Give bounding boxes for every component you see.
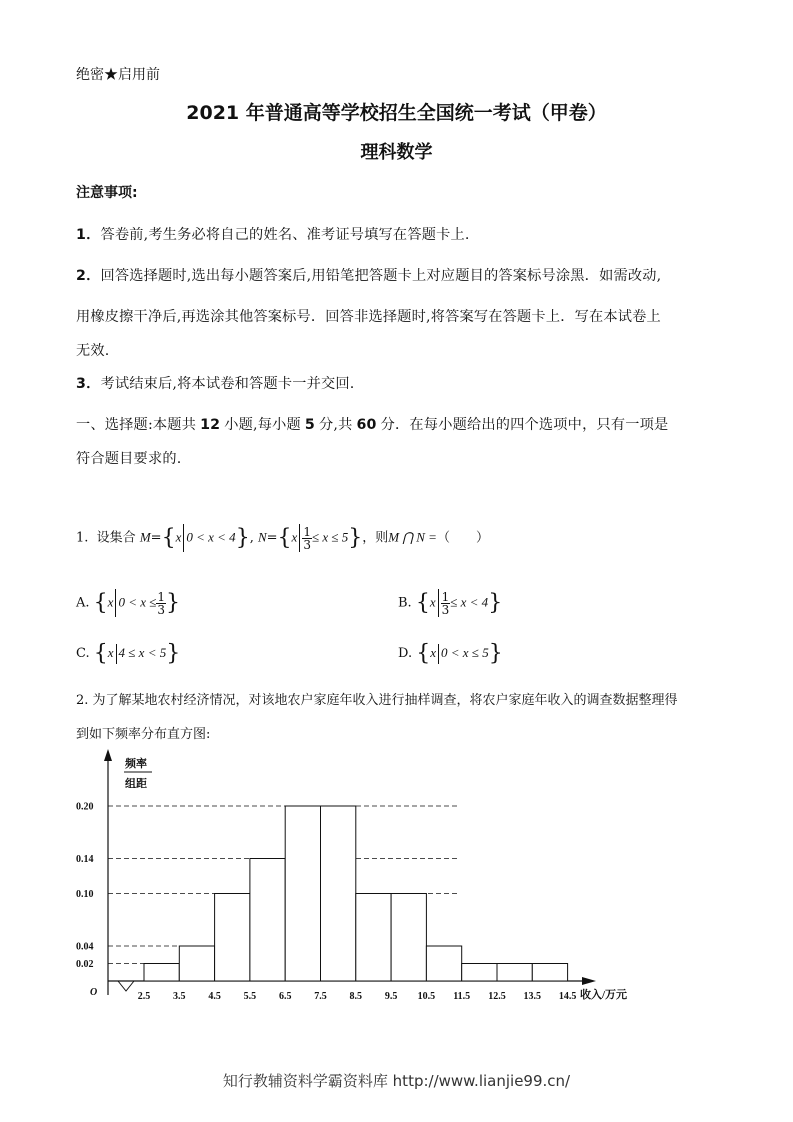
- histogram-bar-4: [285, 806, 320, 981]
- axis-break: [118, 981, 134, 991]
- y-tick-label: 0.04: [76, 941, 94, 953]
- histogram-bar-1: [179, 946, 214, 981]
- y-tick-label: 0.02: [76, 959, 94, 970]
- notice-item-3: 3．考试结束后,将本试卷和答题卡一并交回.: [76, 376, 355, 392]
- histogram-bar-7: [391, 894, 426, 982]
- x-axis-arrow: [582, 977, 596, 985]
- secret-label: 绝密★启用前: [76, 67, 160, 83]
- y-label-denominator: 组距: [125, 778, 147, 790]
- option-a: A. {x 0 < x ≤ $\frac{1}{3}$ }: [76, 589, 181, 617]
- x-tick-label: 2.5: [137, 991, 151, 1002]
- x-tick-label: 13.5: [523, 991, 542, 1002]
- x-tick-label: 6.5: [278, 991, 292, 1002]
- notice-item-2: 2．回答选择题时,选出每小题答案后,用铅笔把答题卡上对应题目的答案标号涂黑．如需改动,: [76, 268, 662, 284]
- option-d: D. {x 0 < x ≤ 5}: [398, 641, 503, 666]
- histogram-bar-9: [462, 964, 497, 982]
- x-tick-label: 4.5: [208, 991, 221, 1002]
- histogram-bar-0: [144, 964, 179, 982]
- x-tick-label: 5.5: [243, 991, 257, 1002]
- histogram-bar-2: [215, 894, 250, 982]
- notice-heading: 注意事项:: [76, 185, 138, 201]
- x-axis-label: 收入/万元: [580, 989, 628, 1001]
- y-label-numerator: 频率: [125, 758, 147, 770]
- x-tick-label: 12.5: [488, 991, 506, 1002]
- exam-title: 2021 年普通高等学校招生全国统一考试（甲卷）: [186, 102, 607, 124]
- x-tick-label: 9.5: [384, 991, 398, 1002]
- frequency-histogram: [0, 745, 793, 1010]
- section-1-instructions-line-2: 符合题目要求的.: [76, 451, 182, 467]
- origin-label: O: [90, 987, 98, 998]
- y-tick-label: 0.14: [76, 854, 94, 865]
- y-axis-arrow: [104, 749, 112, 761]
- section-1-instructions: 一、选择题:本题共 12 小题,每小题 5 分,共 60 分．在每小题给出的四个选项中，只有一项是: [76, 417, 669, 433]
- histogram-bar-11: [532, 964, 567, 982]
- histogram-bar-8: [426, 946, 461, 981]
- option-c: C. {x 4 ≤ x < 5}: [76, 641, 181, 666]
- histogram-bar-3: [250, 859, 285, 982]
- x-tick-label: 11.5: [453, 991, 471, 1002]
- question-1-stem: 1. 设集合 M={x 0 < x < 4}, N={x $\frac{1}{3}$ ≤ x ≤ 5}，则M ⋂ N =（ ）: [76, 524, 489, 552]
- x-tick-label: 8.5: [349, 991, 363, 1002]
- y-tick-label: 0.20: [76, 801, 94, 813]
- notice-item-2-line-2: 用橡皮擦干净后,再选涂其他答案标号．回答非选择题时,将答案写在答题卡上．写在本试卷上: [76, 309, 661, 325]
- exam-subtitle: 理科数学: [360, 142, 433, 163]
- footer-watermark: 知行教辅资料学霸资料库 http://www.lianjie99.cn/: [222, 1072, 571, 1090]
- notice-item-1: 1．答卷前,考生务必将自己的姓名、准考证号填写在答题卡上.: [76, 227, 470, 243]
- histogram-bar-6: [356, 894, 391, 982]
- question-2-stem-line-2: 到如下频率分布直方图:: [76, 727, 211, 742]
- y-tick-label: 0.10: [76, 889, 94, 900]
- x-tick-label: 14.5: [558, 991, 577, 1002]
- option-b: B. {x $\frac{1}{3}$ ≤ x < 4}: [398, 589, 503, 617]
- notice-item-2-line-3: 无效.: [76, 343, 110, 359]
- x-tick-label: 7.5: [314, 991, 327, 1002]
- x-tick-label: 3.5: [173, 991, 186, 1002]
- question-2-stem: 2. 为了解某地农村经济情况，对该地农户家庭年收入进行抽样调查，将农户家庭年收入的调查数据整理得: [76, 693, 678, 708]
- histogram-bar-5: [321, 806, 356, 981]
- x-tick-label: 10.5: [417, 991, 436, 1002]
- histogram-bar-10: [497, 964, 532, 982]
